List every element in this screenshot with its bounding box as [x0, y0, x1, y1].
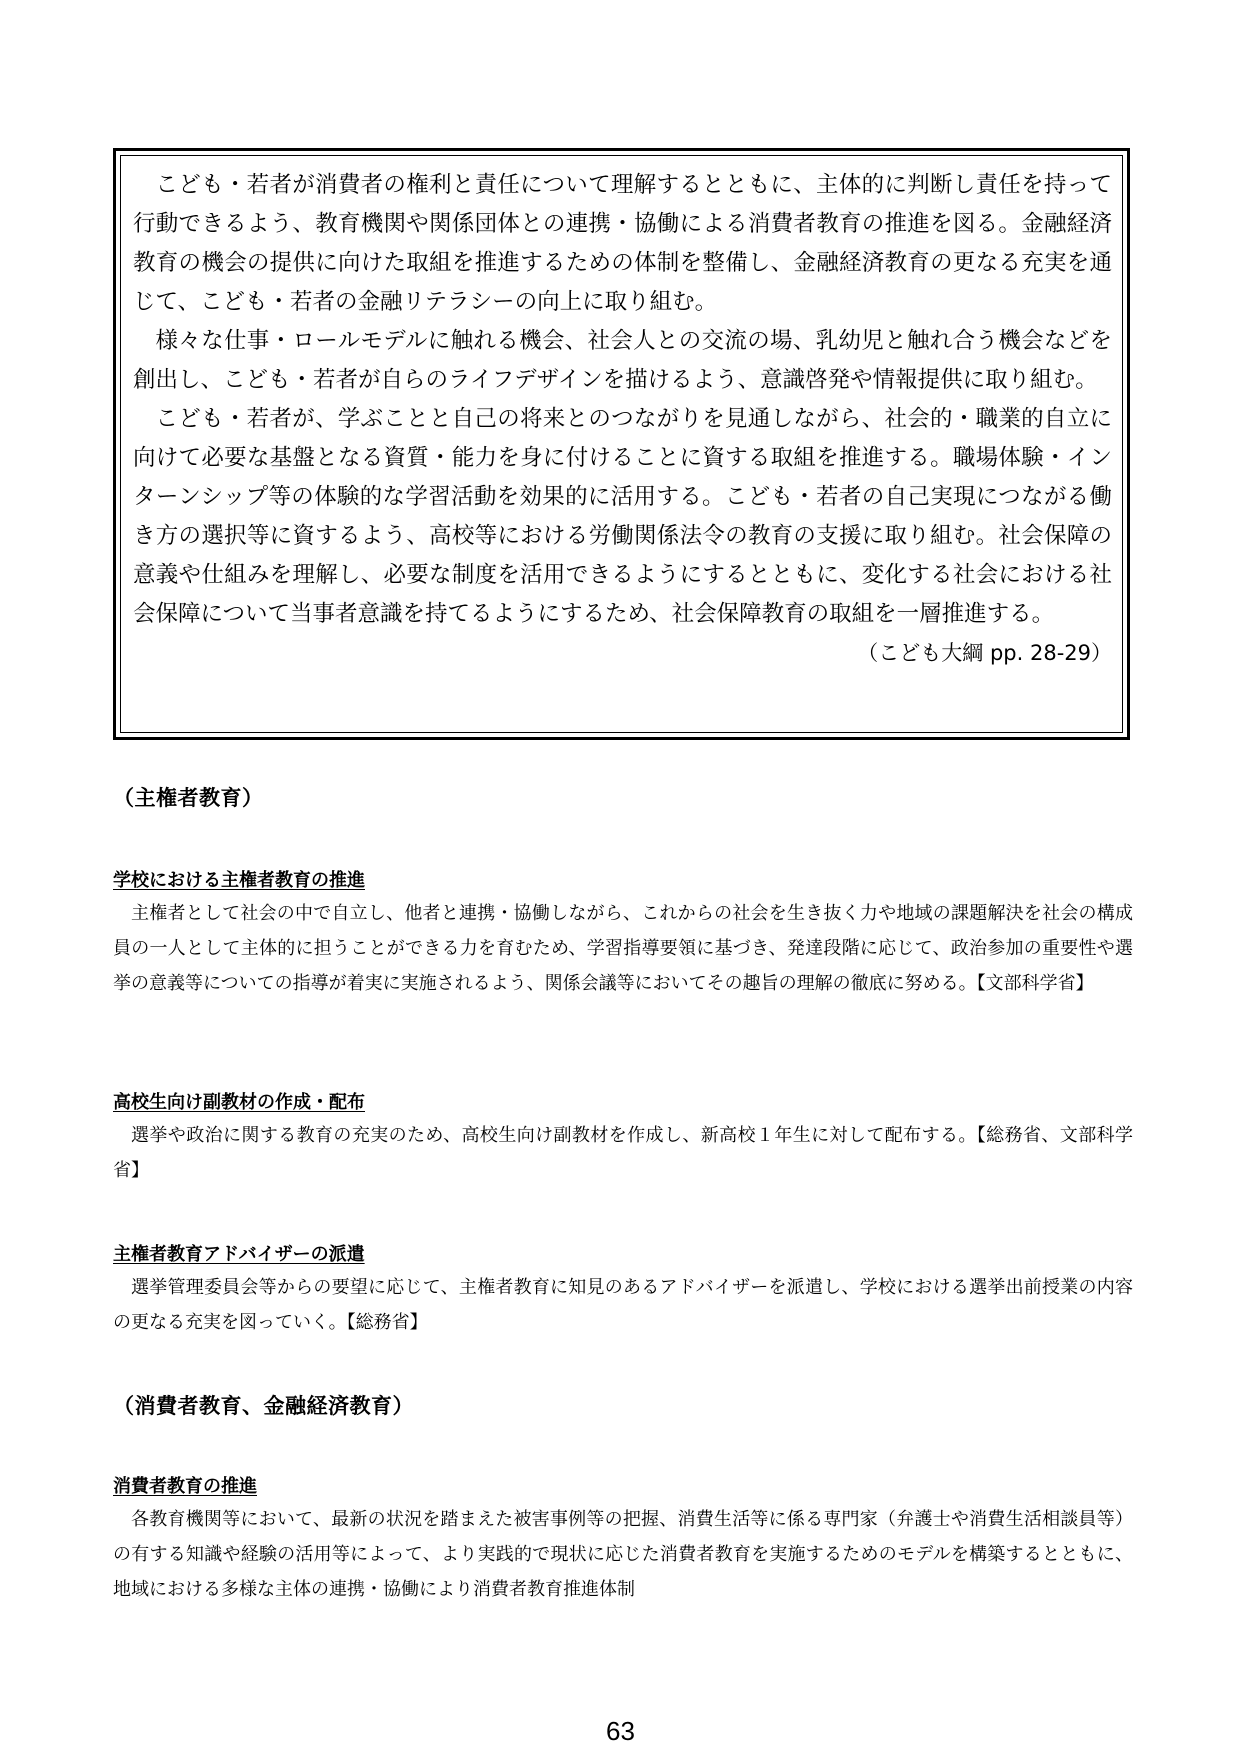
quote-box-inner — [120, 155, 1123, 733]
quote-paragraph: こども・若者が、学ぶことと自己の将来とのつながりを見通しながら、社会的・職業的自立に向けて必要な基盤となる資質・能力を身に付けることに資する取組を推進する。職場体験・インターンシップ等の体験的な学習活動を効果的に活用する。こども・若者の自己実現につながる働き方の選択等に資するよう、高校等における労働関係法令の教育の支援に取り組む。社会保障の意義や仕組みを理解し、必要な制度を活用できるようにするとともに、変化する社会における社会保障について当事者意識を持てるようにするため、社会保障教育の取組を一層推進する。 — [133, 406, 1112, 627]
item-body: 各教育機関等において、最新の状況を踏まえた被害事例等の把握、消費生活等に係る専門家（弁護士や消費生活相談員等）の有する知識や経験の活用等によって、より実践的で現状に応じた消費者教育を実施するためのモデルを構築するとともに、地域における多様な主体の連携・協働により消費者教育推進体制 — [113, 1509, 1133, 1600]
item-body: 選挙や政治に関する教育の充実のため、高校生向け副教材を作成し、新高校１年生に対して配布する。【総務省、文部科学省】 — [113, 1125, 1133, 1181]
item-body: 選挙管理委員会等からの要望に応じて、主権者教育に知見のあるアドバイザーを派遣し、学校における選挙出前授業の内容の更なる充実を図っていく。【総務省】 — [113, 1277, 1133, 1333]
quote-source: （こども大綱 pp. 28-29） — [857, 641, 1112, 665]
item-title: 主権者教育アドバイザーの派遣 — [113, 1244, 365, 1265]
item-title: 高校生向け副教材の作成・配布 — [113, 1092, 365, 1113]
item-title: 学校における主権者教育の推進 — [113, 870, 365, 891]
quote-paragraph: 様々な仕事・ロールモデルに触れる機会、社会人との交流の場、乳幼児と触れ合う機会などを創出し、こども・若者が自らのライフデザインを描けるよう、意識啓発や情報提供に取り組む。 — [133, 328, 1112, 393]
quote-paragraph: こども・若者が消費者の権利と責任について理解するとともに、主体的に判断し責任を持って行動できるよう、教育機関や関係団体との連携・協働による消費者教育の推進を図る。金融経済教育の機会の提供に向けた取組を推進するための体制を整備し、金融経済教育の更なる充実を通じて、こども・若者の金融リテラシーの向上に取り組む。 — [133, 172, 1112, 315]
item-body: 主権者として社会の中で自立し、他者と連携・協働しながら、これからの社会を生き抜く力や地域の課題解決を社会の構成員の一人として主体的に担うことができる力を育むため、学習指導要領に基づき、発達段階に応じて、政治参加の重要性や選挙の意義等についての指導が着実に実施されるよう、関係会議等においてその趣旨の理解の徹底に努める。【文部科学省】 — [113, 903, 1133, 994]
quote-box — [113, 148, 1130, 740]
section-heading-consumer-education: （消費者教育、金融経済教育） — [113, 1394, 414, 1418]
page-number: 63 — [606, 1716, 635, 1746]
section-heading-sovereign-education: （主権者教育） — [113, 786, 264, 810]
item-title: 消費者教育の推進 — [113, 1476, 257, 1497]
